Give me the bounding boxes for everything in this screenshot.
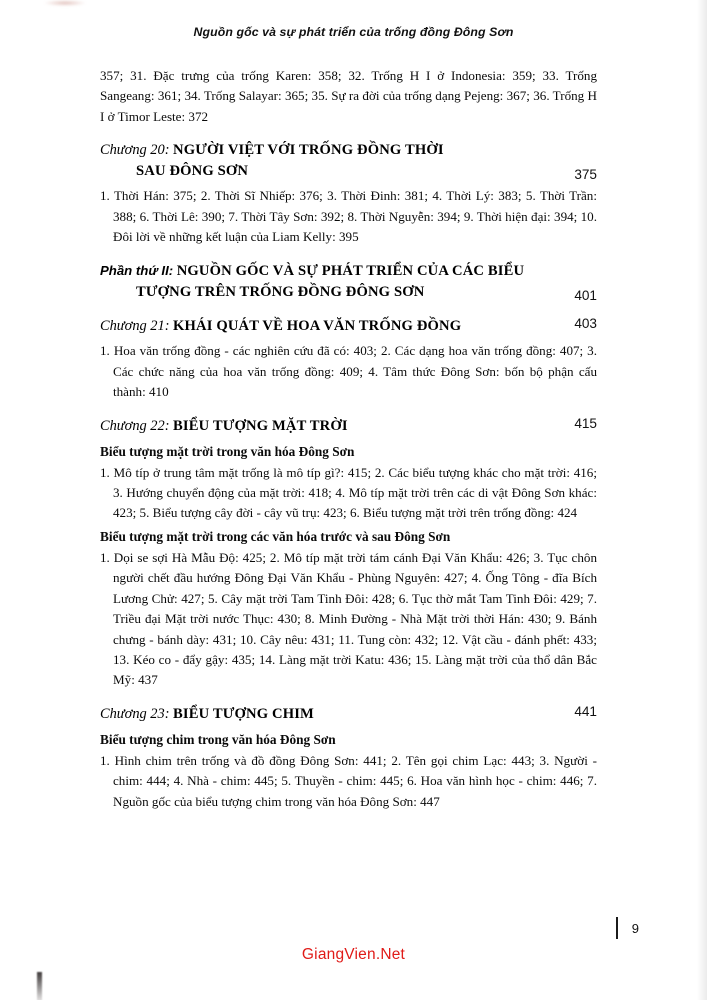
toc-entry: 1. Thời Hán: 375; 2. Thời Sĩ Nhiếp: 376; 3. Thời Đinh: 381; 4. Thời Lý: 383; 5. Thời Trần: 388; 6. Thời Lê: 390; 7. Thời Tây Sơn: 392; 8. Thời Nguyễn: 394; 9. Thời hiện đại: 394; 10. Đôi lời về những kết luận của Liam Kelly: 395 — [100, 188, 597, 245]
toc-entry: 1. Mô típ ở trung tâm mặt trống là mô típ gì?: 415; 2. Các biểu tượng khác cho mặt trời: 416; 3. Hướng chuyển động của mặt trời: 418; 4. Mô típ mặt trời trên các di vật Đông Sơn khác: 423; 5. Biểu tượng cây đời - cây vũ trụ: 423; 6. Biểu tượng mặt trời trên trống đồng: 424 — [100, 464, 597, 521]
page-edge-shadow — [697, 0, 707, 1000]
heading-title-line2: SAU ĐÔNG SƠN — [136, 163, 249, 180]
watermark: GiangVien.Net — [301, 946, 406, 963]
heading-page-number: 441 — [574, 703, 597, 719]
scan-smudge-bottom — [37, 972, 42, 1000]
toc-entry: 1. Dọi se sợi Hà Mẫu Độ: 425; 2. Mô típ mặt trời tám cánh Đại Văn Khẩu: 426; 3. Tục chôn người chết đầu hướng Đông Đại Văn Khẩu - Phùng Nguyên: 427; 4. Ống Tông - đĩa Bích Lương Chử: 427; 5. Cây mặt trời Tam Tinh Đôi: 428; 6. Tục thờ mắt Tam Tinh Đôi: 429; 7. Triều đại Mặt trời nước Thục: 430; 8. Minh Đường - Nhà Mặt trời thời Hán: 430; 9. Bánh chưng - bánh dày: 431; 10. Cây nêu: 431; 11. Tung còn: 432; 12. Vật cầu - đánh phết: 433; 13. Kéo co - đẩy gậy: 435; 14. Làng mặt trời Katu: 436; 15. Làng mặt trời của thổ dân Bắc Mỹ: 437 — [100, 549, 597, 688]
heading-title-line1: BIỂU TƯỢNG MẶT TRỜI — [173, 417, 348, 434]
heading-page-number: 403 — [574, 316, 597, 332]
heading-kicker: Chương 23: — [100, 705, 170, 722]
heading-kicker: Phần thứ II: — [100, 263, 174, 279]
toc-column — [100, 66, 597, 814]
toc-entry-continued: 357; 31. Đặc trưng của trống Karen: 358; 32. Trống H I ở Indonesia: 359; 33. Trống Sangeang: 361; 34. Trống Salayar: 365; 35. Sự ra đời của trống dạng Pejeng: 367; 36. Trống H I ở Timor Leste: 372 — [100, 68, 597, 124]
running-head: Nguồn gốc và sự phát triển của trống đồng Đông Sơn — [193, 25, 514, 39]
heading-title-line1: KHÁI QUÁT VỀ HOA VĂN TRỐNG ĐỒNG — [173, 318, 462, 335]
page-folio — [616, 917, 639, 939]
folio-rule — [616, 917, 618, 939]
heading-page-number: 415 — [574, 415, 597, 431]
toc-subheading: Biểu tượng mặt trời trong các văn hóa trước và sau Đông Sơn — [100, 528, 451, 544]
toc-entry: 1. Hình chim trên trống và đồ đồng Đông Sơn: 441; 2. Tên gọi chim Lạc: 443; 3. Người - chim: 444; 4. Nhà - chim: 445; 5. Thuyền - chim: 445; 6. Hoa văn hình học - chim: 446; 7. Nguồn gốc của biểu tượng chim trong văn hóa Đông Sơn: 447 — [100, 752, 597, 809]
toc-heading-chuong-20[interactable] — [100, 140, 597, 182]
toc-heading-chuong-22[interactable] — [100, 416, 597, 437]
toc-subheading: Biểu tượng chim trong văn hóa Đông Sơn — [100, 731, 336, 747]
folio-number: 9 — [631, 920, 639, 936]
scan-smudge-top — [44, 0, 86, 6]
heading-page-number: 375 — [574, 167, 597, 183]
heading-title-line1: BIỂU TƯỢNG CHIM — [173, 705, 314, 722]
toc-heading-phan-thu-ii[interactable] — [100, 260, 597, 303]
heading-page-number: 401 — [574, 288, 597, 304]
heading-title-line1: NGUỒN GỐC VÀ SỰ PHÁT TRIỂN CỦA CÁC BIỂU — [176, 263, 525, 280]
heading-kicker: Chương 20: — [100, 142, 170, 159]
toc-heading-chuong-21[interactable] — [100, 316, 597, 337]
heading-kicker: Chương 21: — [100, 318, 170, 335]
heading-title-line2: TƯỢNG TRÊN TRỐNG ĐỒNG ĐÔNG SƠN — [136, 284, 425, 301]
toc-heading-chuong-23[interactable] — [100, 704, 597, 725]
heading-kicker: Chương 22: — [100, 417, 170, 434]
toc-subheading: Biểu tượng mặt trời trong văn hóa Đông Sơn — [100, 443, 355, 459]
heading-title-line1: NGƯỜI VIỆT VỚI TRỐNG ĐỒNG THỜI — [173, 142, 444, 159]
toc-entry: 1. Hoa văn trống đồng - các nghiên cứu đã có: 403; 2. Các dạng hoa văn trống đồng: 407; 3. Các chức năng của hoa văn trống đồng: 409; 4. Tâm thức Đông Sơn: bốn bộ phận cấu thành: 410 — [100, 343, 597, 400]
